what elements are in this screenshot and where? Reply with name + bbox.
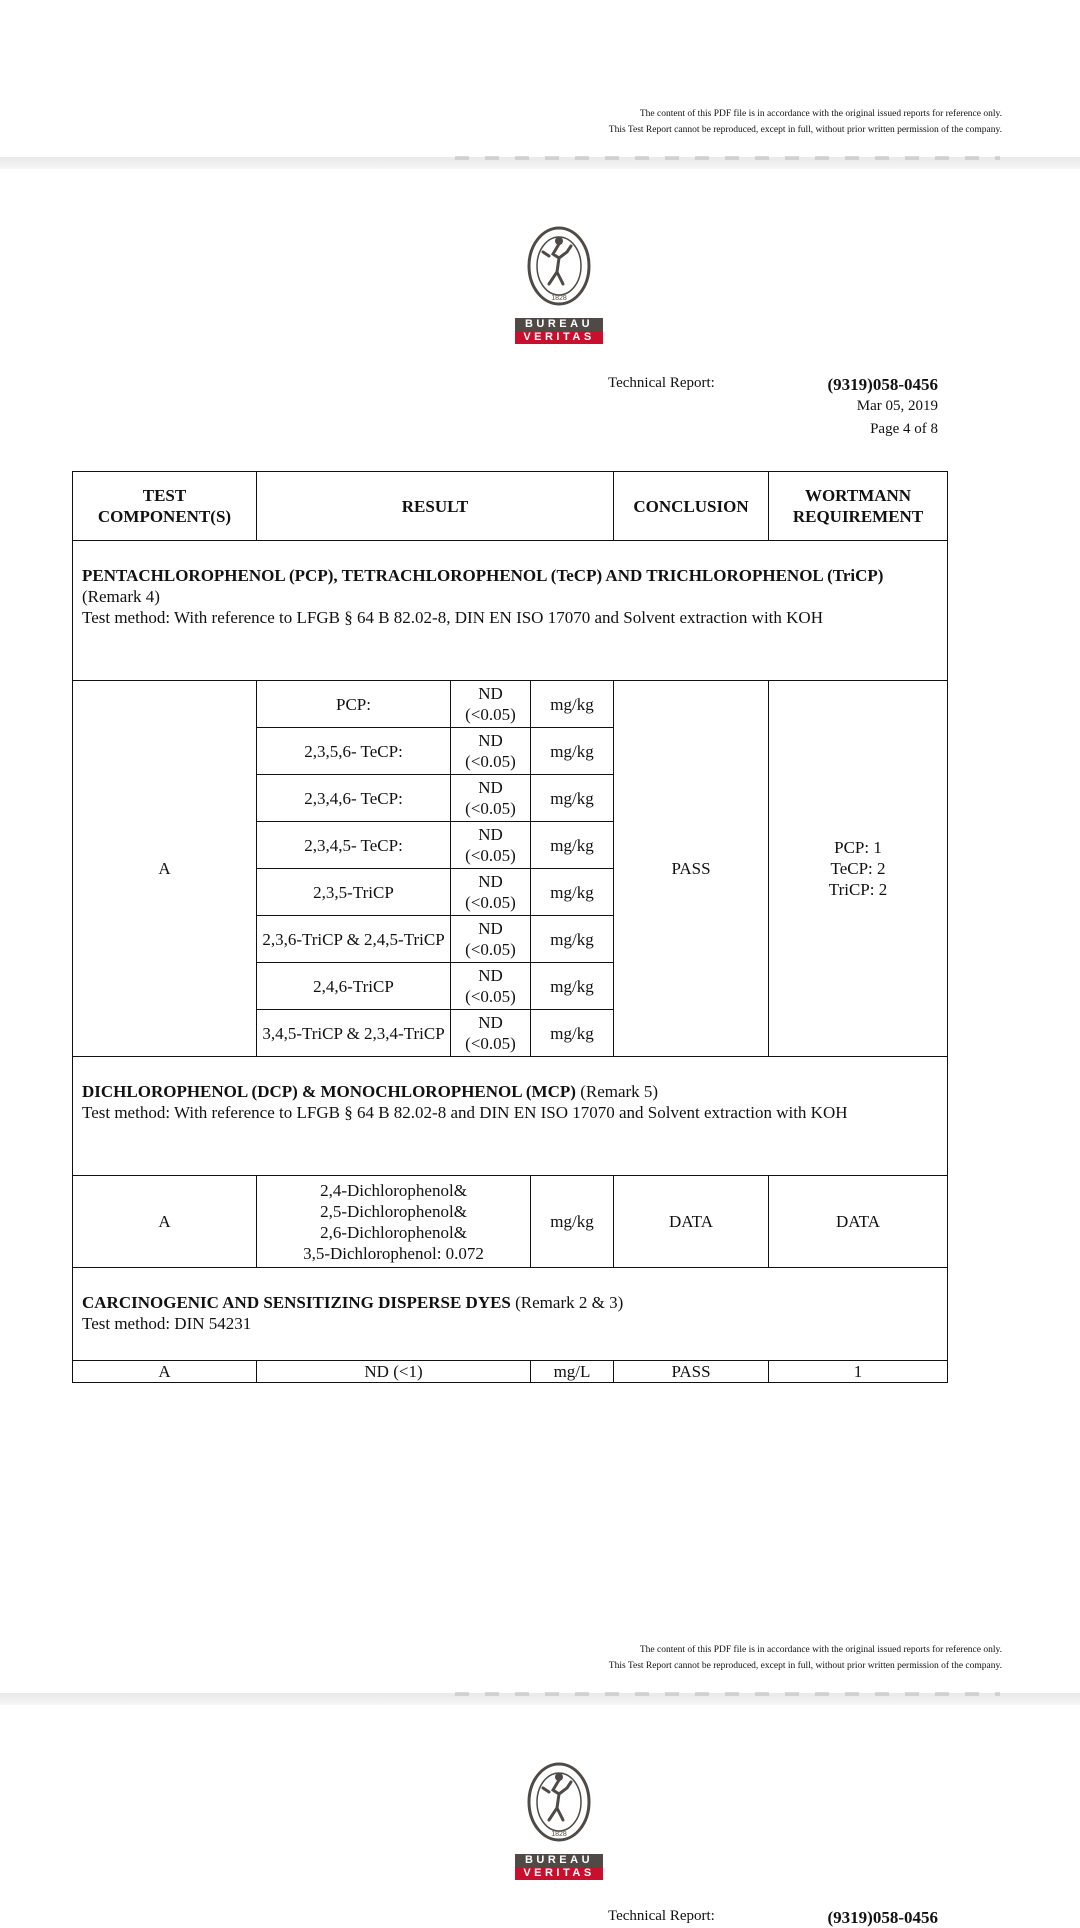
notice-line-1: The content of this PDF file is in accordance with the original issued reports for reference only. [639, 109, 1002, 119]
result-cell: ND (<1) [257, 1361, 531, 1383]
analyte-result: ND (<0.05) [451, 963, 531, 1010]
scan-artifact-top [455, 156, 1000, 160]
analyte-result: ND (<0.05) [451, 681, 531, 728]
section-title: CARCINOGENIC AND SENSITIZING DISPERSE DYES [82, 1293, 511, 1312]
analyte-unit: mg/kg [531, 822, 614, 869]
header-result: RESULT [257, 472, 614, 541]
notice-line-2: This Test Report cannot be reproduced, except in full, without prior written permission of the company. [608, 125, 1002, 135]
report-number: (9319)058-0456 [827, 375, 938, 394]
bureau-veritas-logo-next-page [513, 1762, 605, 1880]
result-line: 2,5-Dichlorophenol& [320, 1201, 467, 1221]
analyte-result: ND (<0.05) [451, 869, 531, 916]
analyte-unit: mg/kg [531, 1010, 614, 1057]
analyte-name: 2,3,4,6- TeCP: [257, 775, 451, 822]
result-line: 2,4-Dichlorophenol& [320, 1180, 467, 1200]
section-header-row [73, 1268, 948, 1361]
section-remark: (Remark 4) [82, 587, 160, 606]
analyte-unit: mg/kg [531, 728, 614, 775]
section-header-row [73, 541, 948, 681]
page-number: Page 4 of 8 [870, 421, 938, 437]
header-test-component: TEST COMPONENT(S) [73, 472, 257, 541]
technical-report-label: Technical Report: [608, 375, 715, 391]
section-header-row [73, 1057, 948, 1176]
analyte-unit: mg/kg [531, 963, 614, 1010]
analyte-unit: mg/kg [531, 681, 614, 728]
test-component-cell: A [73, 1176, 257, 1268]
test-component-cell: A [73, 681, 257, 1057]
table-row [73, 1176, 948, 1268]
svg-text:1828: 1828 [551, 295, 567, 302]
test-component-cell: A [73, 1361, 257, 1383]
analyte-name: 2,4,6-TriCP [257, 963, 451, 1010]
notice-line-1: The content of this PDF file is in accordance with the original issued reports for reference only. [639, 1645, 1002, 1655]
analyte-result: ND (<0.05) [451, 775, 531, 822]
section-title: DICHLOROPHENOL (DCP) & MONOCHLOROPHENOL (MCP) [82, 1082, 576, 1101]
requirement-line: PCP: 1 [834, 838, 882, 857]
logo-word-veritas: VERITAS [515, 1867, 603, 1880]
test-method: Test method: With reference to LFGB § 64 B 82.02-8, DIN EN ISO 17070 and Solvent extraction with KOH [82, 608, 823, 627]
logo-word-bureau: BUREAU [515, 318, 603, 331]
notice-line-2: This Test Report cannot be reproduced, except in full, without prior written permission of the company. [608, 1661, 1002, 1671]
analyte-name: 2,3,5-TriCP [257, 869, 451, 916]
bureau-veritas-logo [513, 226, 605, 344]
copyright-notice-top [609, 106, 1002, 138]
unit-cell: mg/L [531, 1361, 614, 1383]
result-line: 3,5-Dichlorophenol: 0.072 [303, 1243, 484, 1263]
analyte-name: 2,3,6-TriCP & 2,4,5-TriCP [257, 916, 451, 963]
seal-icon [513, 226, 605, 318]
section-remark: (Remark 2 & 3) [510, 1293, 624, 1312]
svg-text:1828: 1828 [551, 1831, 567, 1838]
analyte-name: 2,3,5,6- TeCP: [257, 728, 451, 775]
analyte-unit: mg/kg [531, 775, 614, 822]
scan-artifact-bottom [455, 1692, 1000, 1696]
requirement-cell [769, 681, 948, 1057]
conclusion-cell: PASS [614, 681, 769, 1057]
table-row [73, 1361, 948, 1383]
analyte-result: ND (<0.05) [451, 1010, 531, 1057]
section-title: PENTACHLOROPHENOL (PCP), TETRACHLOROPHENOL (TeCP) AND TRICHLOROPHENOL (TriCP) [82, 566, 884, 585]
analyte-unit: mg/kg [531, 916, 614, 963]
test-method: Test method: With reference to LFGB § 64 B 82.02-8 and DIN EN ISO 17070 and Solvent extraction with KOH [82, 1103, 848, 1122]
section-disperse-dyes-header [73, 1268, 948, 1361]
report-date: Mar 05, 2019 [856, 398, 938, 414]
section-dichlorophenol-header [73, 1057, 948, 1176]
requirement-line: TeCP: 2 [830, 859, 886, 878]
analyte-name: 2,3,4,5- TeCP: [257, 822, 451, 869]
table-row [73, 681, 948, 728]
table-header-row [73, 472, 948, 541]
requirement-line: TriCP: 2 [828, 880, 888, 899]
analyte-name: 3,4,5-TriCP & 2,3,4-TriCP [257, 1010, 451, 1057]
analyte-name: PCP: [257, 681, 451, 728]
header-conclusion: CONCLUSION [614, 472, 769, 541]
result-line: 2,6-Dichlorophenol& [320, 1222, 467, 1242]
technical-report-label-next-page: Technical Report: [608, 1908, 715, 1924]
logo-word-bureau: BUREAU [515, 1854, 603, 1867]
seal-icon [513, 1762, 605, 1854]
test-results-table [72, 471, 948, 1383]
copyright-notice-bottom [609, 1642, 1002, 1674]
analyte-result: ND (<0.05) [451, 822, 531, 869]
header-requirement: WORTMANN REQUIREMENT [769, 472, 948, 541]
section-chlorophenols-header [73, 541, 948, 681]
analyte-result: ND (<0.05) [451, 916, 531, 963]
result-cell [257, 1176, 531, 1268]
report-number-next-page: (9319)058-0456 [827, 1908, 938, 1927]
conclusion-cell: PASS [614, 1361, 769, 1383]
analyte-result: ND (<0.05) [451, 728, 531, 775]
requirement-cell: 1 [769, 1361, 948, 1383]
section-remark: (Remark 5) [575, 1082, 659, 1101]
unit-cell: mg/kg [531, 1176, 614, 1268]
test-method: Test method: DIN 54231 [82, 1314, 252, 1333]
requirement-cell: DATA [769, 1176, 948, 1268]
conclusion-cell: DATA [614, 1176, 769, 1268]
analyte-unit: mg/kg [531, 869, 614, 916]
logo-word-veritas: VERITAS [515, 331, 603, 344]
